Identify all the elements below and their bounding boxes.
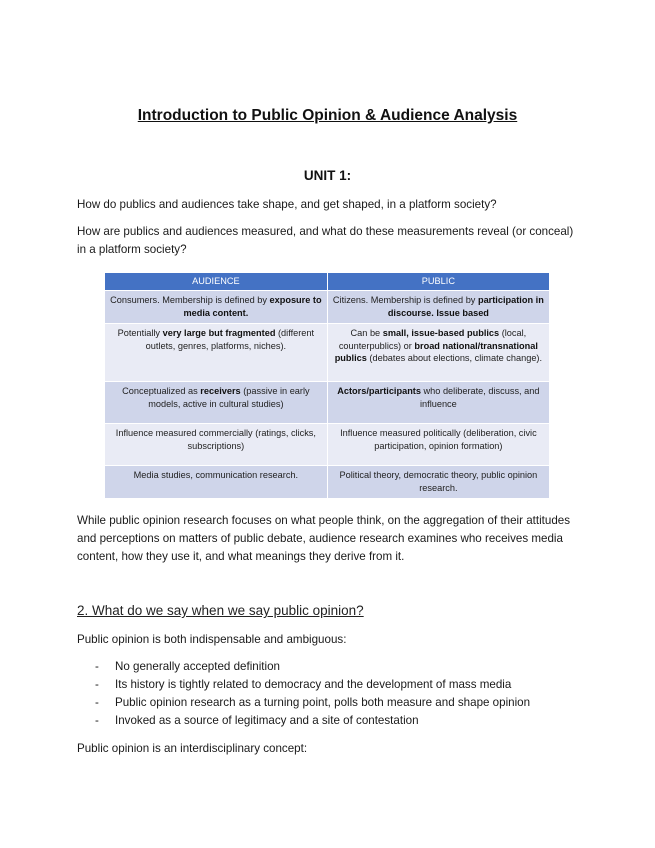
bold-text: participation in discourse. Issue based [387,295,544,318]
table-row [105,424,550,466]
public-cell [327,466,549,499]
list-item: - No generally accepted definition [77,658,597,676]
cell-text: Influence measured politically (deliberation, civic participation, opinion formation) [340,428,537,451]
public-cell [327,382,549,424]
audience-public-table [105,273,550,498]
audience-cell [105,466,327,499]
cell-text: (different outlets, genres, platforms, niches). [145,328,315,351]
section-2-closing: Public opinion is an interdisciplinary concept: [77,742,308,755]
cell-text: Political theory, democratic theory, public opinion research. [339,470,538,493]
table-row [105,324,550,382]
list-item: - Its history is tightly related to democracy and the development of mass media [77,676,597,694]
section-2-bullet-list [77,658,597,730]
public-cell [327,324,549,382]
paragraph-after-table: While public opinion research focuses on what people think, on the aggregation of their attitudes and perceptions on matters of public debate, audience research examines who receives media content, how they use it, and what meanings they derive from it. [77,514,571,563]
cell-text: (passive in early models, active in cultural studies) [148,386,310,409]
table-header-row [105,273,550,291]
question-1: How do publics and audiences take shape, and get shaped, in a platform society? [77,198,497,211]
cell-text: Media studies, communication research. [133,470,299,480]
cell-text: (debates about elections, climate change). [366,353,543,363]
bold-text: very large but fragmented [162,328,276,338]
table-row [105,466,550,499]
section-2-heading: 2. What do we say when we say public opinion? [77,603,364,618]
public-cell [327,291,549,324]
cell-text: Influence measured commercially (ratings, clicks, subscriptions) [115,428,316,451]
document-title: Introduction to Public Opinion & Audience Analysis [137,107,518,124]
table-row [105,291,550,324]
bold-text: receivers [200,386,241,396]
audience-cell [105,324,327,382]
bold-text: small, issue-based publics [382,328,500,338]
table-row [105,382,550,424]
cell-text: Can be [350,328,383,338]
audience-cell [105,382,327,424]
bullet-dash: - [95,660,99,673]
cell-text: Consumers. Membership is defined by [110,295,270,305]
section-2-intro: Public opinion is both indispensable and ambiguous: [77,633,347,646]
bullet-dash: - [95,696,99,709]
question-2: How are publics and audiences measured, and what do these measurements reveal (or conceal) in a platform society? [77,225,574,256]
bold-text: broad national/transnational publics [334,340,538,363]
audience-cell [105,291,327,324]
header-audience: AUDIENCE [105,273,327,291]
list-item: - Public opinion research as a turning point, polls both measure and shape opinion [77,694,597,712]
audience-cell [105,424,327,466]
bold-text: exposure to media content. [183,295,322,318]
public-cell [327,424,549,466]
unit-heading: UNIT 1: [303,168,352,183]
cell-text: Citizens. Membership is defined by [332,295,478,305]
bullet-dash: - [95,678,99,691]
cell-text: who deliberate, discuss, and influence [419,386,540,409]
list-item: - Invoked as a source of legitimacy and a site of contestation [77,712,597,730]
cell-text: Potentially [117,328,163,338]
cell-text: Conceptualized as [122,386,201,396]
bullet-dash: - [95,714,99,727]
cell-text: (local, counterpublics) or [338,328,527,351]
header-public: PUBLIC [327,273,549,291]
bold-text: Actors/participants [337,386,421,396]
